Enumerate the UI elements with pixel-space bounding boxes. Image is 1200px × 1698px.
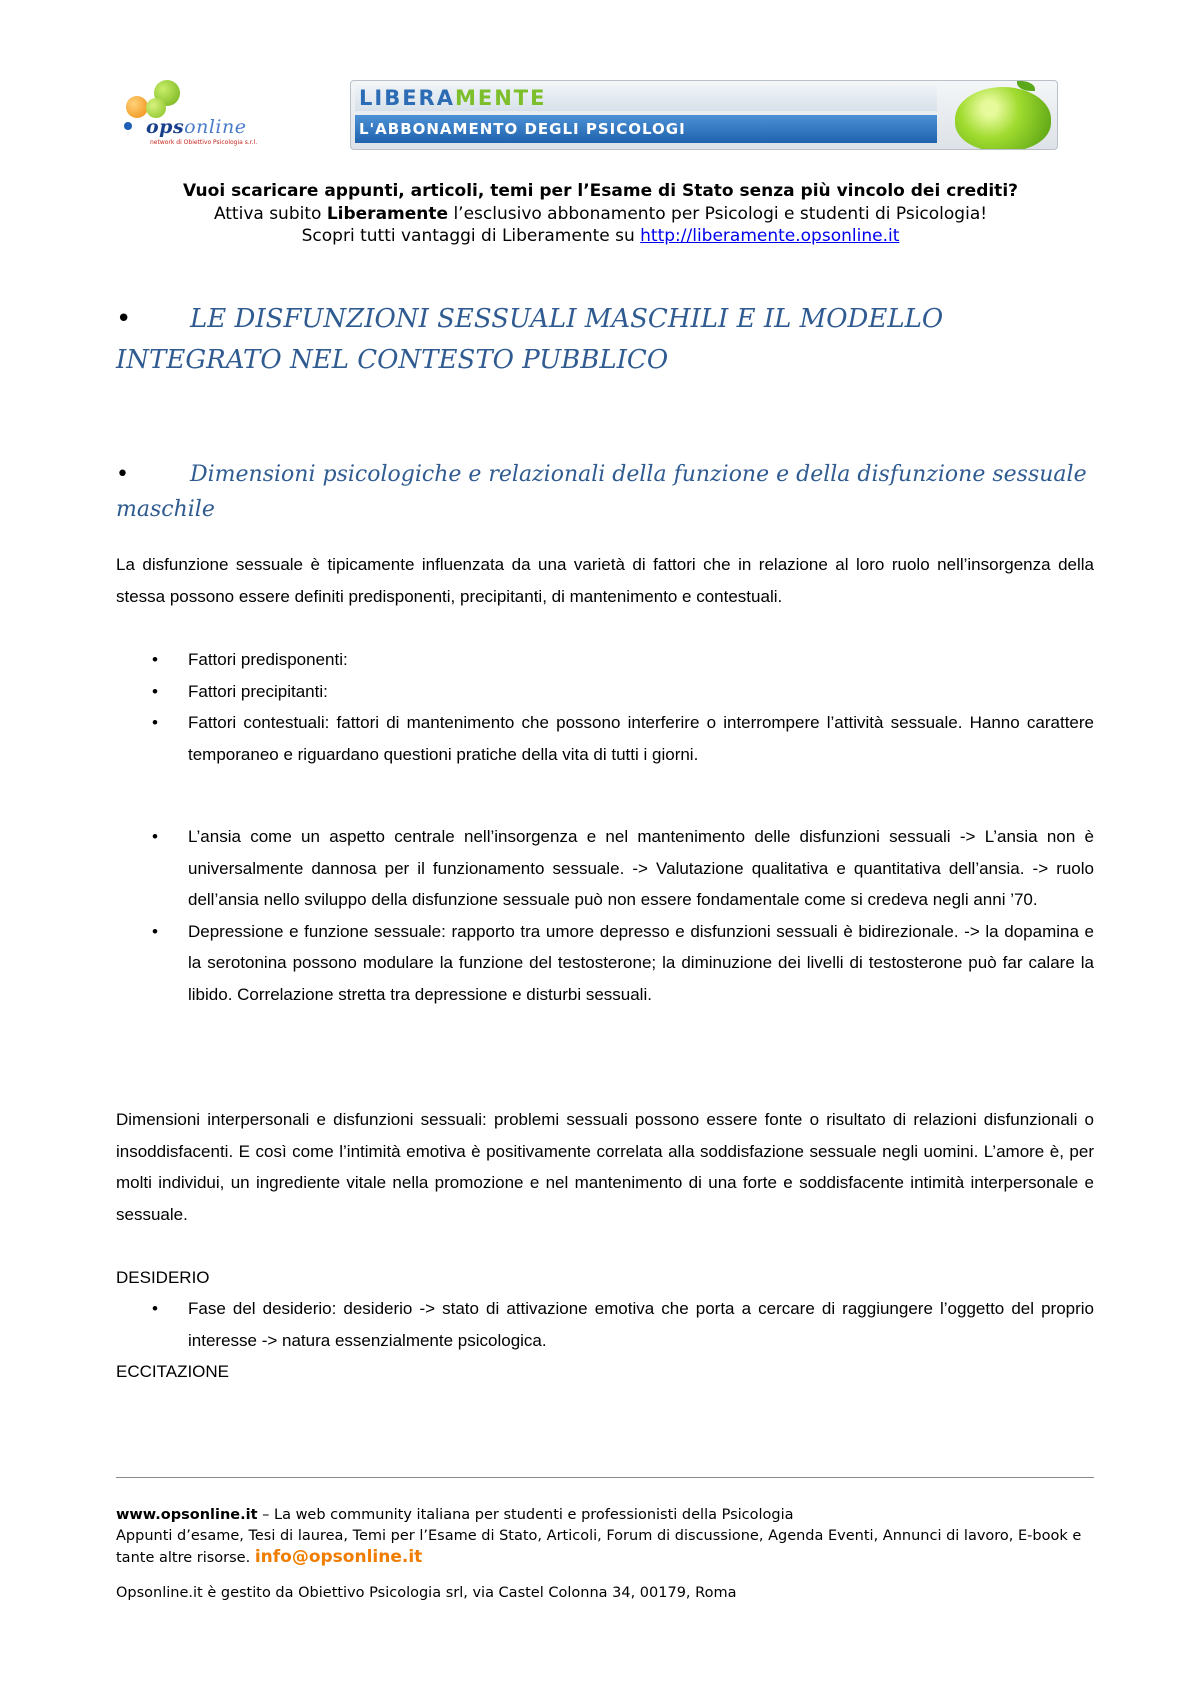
document-title: • LE DISFUNZIONI SESSUALI MASCHILI E IL MODELLO INTEGRATO NEL CONTESTO PUBBLICO — [116, 299, 1096, 381]
logo-green-ball-small — [146, 98, 166, 118]
list-item: • Depressione e funzione sessuale: rapporto tra umore depresso e disfunzioni sessuali è bidirezionale. -> la dopamina e la serotonina possono modulare la funzione del testosterone; la diminuzione dei livelli di testosterone può far calare la libido. Correlazione stretta tra depressione e disturbi sessuali. — [116, 916, 1094, 1011]
eccitazione-heading: ECCITAZIONE — [116, 1362, 230, 1381]
interpersonal-paragraph: Dimensioni interpersonali e disfunzioni sessuali: problemi sessuali possono essere fonte o risultato di relazioni disfunzionali o insoddisfacenti. E così come l’intimità emotiva è positivamente correlata alla soddisfazione sessuale negli uomini. L’amore è, per molti individui, un ingrediente vitale nella promozione e nel mantenimento di una forte e soddisfacente intimità interpersonale e sessuale. — [116, 1110, 1094, 1224]
list-item: • Fase del desiderio: desiderio -> stato di attivazione emotiva che porta a cercare di raggiungere l’oggetto del proprio interesse -> natura essenzialmente psicologica. — [116, 1293, 1094, 1356]
liberamente-link[interactable]: http://liberamente.opsonline.it — [640, 226, 900, 246]
intro-paragraph: La disfunzione sessuale è tipicamente influenzata da una varietà di fattori che in relazione al loro ruolo nell’insorgenza della stessa possono essere definiti predisponenti, precipitanti, di mantenimento e contestuali. — [116, 555, 1094, 606]
footer-site-link[interactable]: www.opsonline.it — [116, 1507, 258, 1523]
factors-list — [116, 644, 1094, 770]
section-heading: • Dimensioni psicologiche e relazionali della funzione e della disfunzione sessuale maschile — [116, 457, 1094, 527]
desiderio-heading: DESIDERIO — [116, 1268, 210, 1287]
list-item: • Fattori precipitanti: — [116, 676, 1094, 708]
promo-headline: Vuoi scaricare appunti, articoli, temi per l’Esame di Stato senza più vincolo dei crediti? — [182, 181, 1019, 201]
footer-divider — [116, 1477, 1094, 1478]
promo-link-line: Scopri tutti vantaggi di Liberamente su http://liberamente.opsonline.it — [301, 226, 900, 246]
footer-info: www.opsonline.it – La web community italiana per studenti e professionisti della Psicologia Appunti d’esame, Tesi di laurea, Temi per l’Esame di Stato, Articoli, Forum di discussione, Agenda Eventi, Annunci di lavoro, E-book e tante altre risorse. info@opsonline.it — [116, 1507, 1082, 1567]
list-item: • Fattori predisponenti: — [116, 644, 1094, 676]
points-list — [116, 821, 1094, 1010]
list-item: • Fattori contestuali: fattori di mantenimento che possono interferire o interrompere l’attività sessuale. Hanno carattere temporaneo e riguardano questioni pratiche della vita di tutti i giorni. — [116, 707, 1094, 770]
list-item: • L’ansia come un aspetto centrale nell’insorgenza e nel mantenimento delle disfunzioni sessuali -> L’ansia non è universalmente dannosa per il funzionamento sessuale. -> Valutazione qualitativa e quantitativa dell’ansia. -> ruolo dell’ansia nello sviluppo della disfunzione sessuale può non essere fondamentale come si credeva negli anni ’70. — [116, 821, 1094, 916]
desiderio-list — [116, 1293, 1094, 1356]
banner-title: LIBERAMENTE — [355, 85, 937, 111]
promo-subline: Attiva subito Liberamente l’esclusivo abbonamento per Psicologi e studenti di Psicologia! — [213, 204, 988, 224]
heading-bullet: • — [116, 462, 129, 487]
footer-services: Appunti d’esame, Tesi di laurea, Temi per l’Esame di Stato, Articoli, Forum di discussione, Agenda Eventi, Annunci di lavoro, E-book e tante altre risorse. — [116, 1528, 1082, 1566]
title-bullet: • — [116, 304, 132, 334]
liberamente-banner[interactable] — [350, 80, 1058, 150]
logo-tagline: network di Obiettivo Psicologia s.r.l. — [150, 139, 258, 146]
logo-blue-dot — [124, 122, 132, 130]
banner-subtitle: L'ABBONAMENTO DEGLI PSICOLOGI — [355, 115, 937, 143]
logo-wordmark: opsonline — [146, 116, 247, 138]
footer-company: Opsonline.it è gestito da Obiettivo Psicologia srl, via Castel Colonna 34, 00179, Roma — [116, 1585, 737, 1601]
logo-orange-ball — [126, 96, 148, 118]
footer-email-link[interactable]: info@opsonline.it — [254, 1547, 423, 1567]
apple-icon — [955, 87, 1051, 150]
opsonline-logo[interactable] — [120, 78, 310, 150]
